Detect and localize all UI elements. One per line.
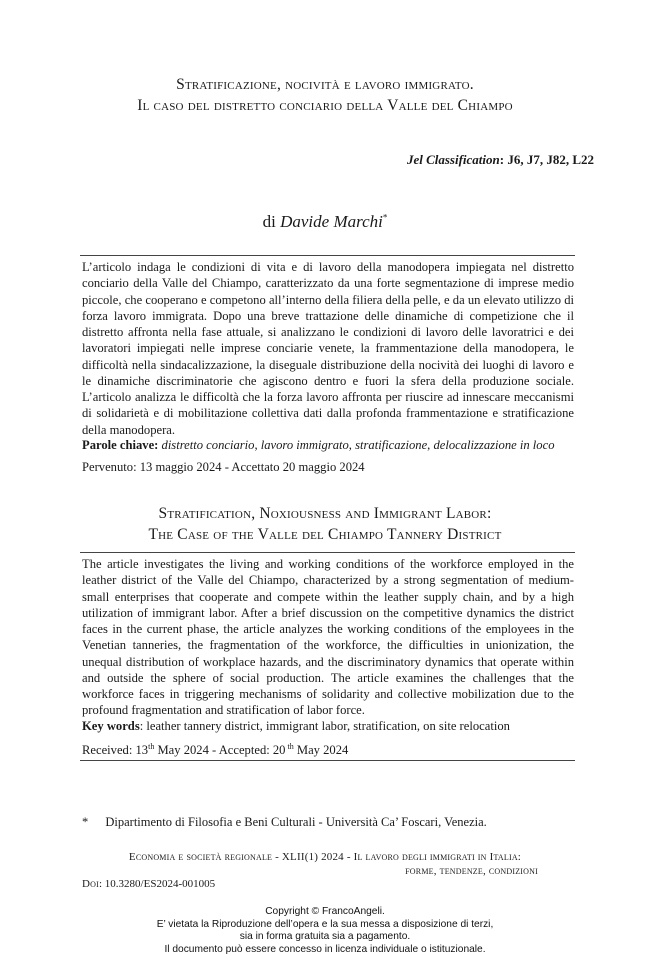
received-en-a-sup: th [148, 742, 155, 751]
keyword-it-3: stratificazione [355, 438, 428, 452]
author-line [0, 212, 650, 232]
keywords-en-label: Key words [82, 719, 140, 733]
author-footnote-mark: * [382, 212, 388, 223]
journal-info [100, 850, 550, 878]
jel-codes: : J6, J7, J82, L22 [499, 152, 594, 167]
keywords-en [82, 718, 582, 734]
keyword-it-4: delocalizzazione in loco [433, 438, 555, 452]
abstract-en: The article investigates the living and working conditions of the workforce employed in the leather district of the Valle del Chiampo, characterized by a strong segmentation of medium-small enterprises that cooperate and compete within the leather supply chain, and by a high utilization of immigrant labor. After a brief discussion on the competitive dynamics the district faces in the current phase, the article analyzes the working conditions of the employees in the Venetian tanneries, the fragmentation of the workforce, the difficulties in unionization, the unequal distribution of workplace hazards, and the discriminatory dynamics that operate within and outside the sphere of social production. The article examines the challenges that the workforce faces in triggering mechanisms of solidarity and collective mobilization due to the profound fragmentation and stratification of labor force. [82, 557, 574, 718]
jel-classification [407, 152, 594, 168]
copyright-line-1: Copyright © FrancoAngeli. [265, 906, 385, 917]
doi-label: Doi [82, 878, 99, 890]
title-it-line-2: Il caso del distretto conciario della Valle del Chiampo [137, 97, 513, 114]
journal-line-1: Economia e società regionale - XLII(1) 2024 - Il lavoro degli immigrati in Italia: [128, 851, 522, 863]
doi [82, 878, 215, 890]
copyright-line-4: Il documento può essere concesso in licenza individuale o istituzionale. [164, 943, 486, 955]
jel-label: Jel Classification [406, 152, 500, 167]
copyright-line-2: E’ vietata la Riproduzione dell’opera e la sua messa a disposizione di terzi, [156, 918, 494, 930]
author-prefix: di [262, 212, 281, 231]
keywords-it: Parole chiave: distretto conciario, lavoro immigrato, stratificazione, delocalizzazione in loco [82, 438, 555, 452]
author-name: Davide Marchi [280, 212, 383, 231]
footnote-mark: * [82, 815, 89, 829]
footnote [82, 815, 602, 830]
received-it: Pervenuto: 13 maggio 2024 - Accettato 20 maggio 2024 [82, 460, 365, 474]
article-title-en [40, 503, 610, 545]
keywords-it-label: Parole chiave: [82, 438, 159, 452]
keyword-it-1: distretto conciario [161, 438, 255, 452]
footnote-text: Dipartimento di Filosofia e Beni Culturali - Università Ca’ Foscari, Venezia. [105, 815, 487, 829]
received-en-a: Received: 13 [82, 743, 149, 758]
article-title-it [40, 74, 610, 116]
divider-bottom [80, 760, 575, 761]
journal-line-2: forme, tendenze, condizioni [405, 865, 538, 877]
keywords-en-text: : leather tannery district, immigrant labor, stratification, on site relocation [139, 719, 510, 733]
received-en [82, 742, 348, 758]
divider-top [80, 255, 575, 256]
copyright-line-3: sia in forma gratuita sia a pagamento. [239, 931, 411, 943]
divider-middle [80, 552, 575, 553]
title-en-line-1: Stratification, Noxiousness and Immigrant Labor: [158, 505, 492, 522]
doi-value: : 10.3280/ES2024-001005 [99, 878, 216, 890]
title-it-line-1: Stratificazione, nocività e lavoro immigrato. [176, 76, 474, 93]
title-en-line-2: The Case of the Valle del Chiampo Tannery District [148, 526, 502, 543]
abstract-it: L’articolo indaga le condizioni di vita e di lavoro della manodopera impiegata nel distretto conciario della Valle del Chiampo, caratterizzato da una forte segmentazione di imprese medio piccole, che cooperano e competono all’interno della filiera della pelle, e da un elevato utilizzo di forza lavoro immigrata. Dopo una breve trattazione delle dinamiche di competizione che il distretto affronta nella fase attuale, si analizzano le condizioni di lavoro delle lavoratrici e dei lavoratori impiegati nelle imprese conciarie venete, la frammentazione della manodopera, le difficoltà nella sindacalizzazione, la diseguale distribuzione della nocività dei luoghi di lavoro e le dinamiche discriminatorie che agiscono dentro e fuori la sfera della produzione sociale. L’articolo analizza le difficoltà che la forza lavoro affronta per riuscire ad innescare meccanismi di solidarietà e di mobilitazione collettiva dati dalla profonda frammentazione e stratificazione della manodopera. [82, 260, 574, 437]
keyword-it-2: lavoro immigrato [260, 438, 349, 452]
received-en-b-sup: th [285, 742, 294, 751]
received-en-b: May 2024 - Accepted: 20 [154, 743, 286, 758]
received-en-c: May 2024 [293, 743, 349, 758]
copyright-notice [0, 906, 650, 956]
